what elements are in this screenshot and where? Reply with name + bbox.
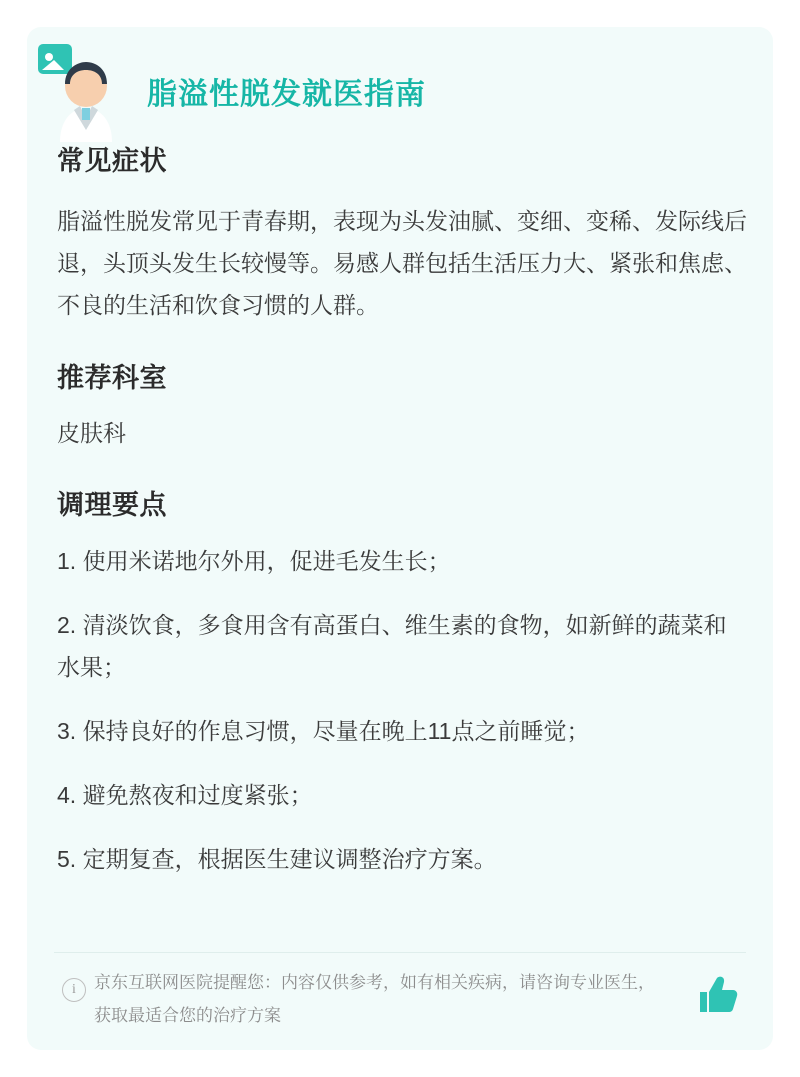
section-heading-tips: 调理要点	[57, 490, 167, 520]
section-body-symptoms: 脂溢性脱发常见于青春期，表现为头发油腻、变细、变稀、发际线后退，头顶头发生长较慢等。易感人群包括生活压力大、紧张和焦虑、不良的生活和饮食习惯的人群。	[57, 208, 747, 318]
disclaimer-text: 京东互联网医院提醒您：内容仅供参考，如有相关疾病，请咨询专业医生，获取最适合您的治疗方案	[94, 973, 655, 1025]
footer	[54, 956, 746, 1036]
list-item: 5. 定期复查，根据医生建议调整治疗方案。	[57, 846, 497, 872]
guide-card	[27, 27, 773, 1050]
list-item: 2. 清淡饮食，多食用含有高蛋白、维生素的食物，如新鲜的蔬菜和水果；	[57, 612, 727, 680]
list-item: 3. 保持良好的作息习惯，尽量在晚上11点之前睡觉；	[57, 718, 590, 744]
info-circle-icon: i	[62, 978, 86, 1002]
section-body-department: 皮肤科	[57, 420, 126, 446]
footer-divider	[54, 952, 746, 953]
list-item: 4. 避免熬夜和过度紧张；	[57, 782, 313, 808]
thumbs-up-icon[interactable]	[694, 974, 738, 1016]
section-heading-department: 推荐科室	[57, 363, 167, 393]
tips-list	[57, 540, 747, 880]
doctor-avatar-icon	[30, 30, 142, 142]
list-item: 1. 使用米诺地尔外用，促进毛发生长；	[57, 548, 451, 574]
page-title: 脂溢性脱发就医指南	[147, 78, 426, 111]
section-heading-symptoms: 常见症状	[57, 146, 167, 176]
guide-content	[57, 139, 747, 902]
